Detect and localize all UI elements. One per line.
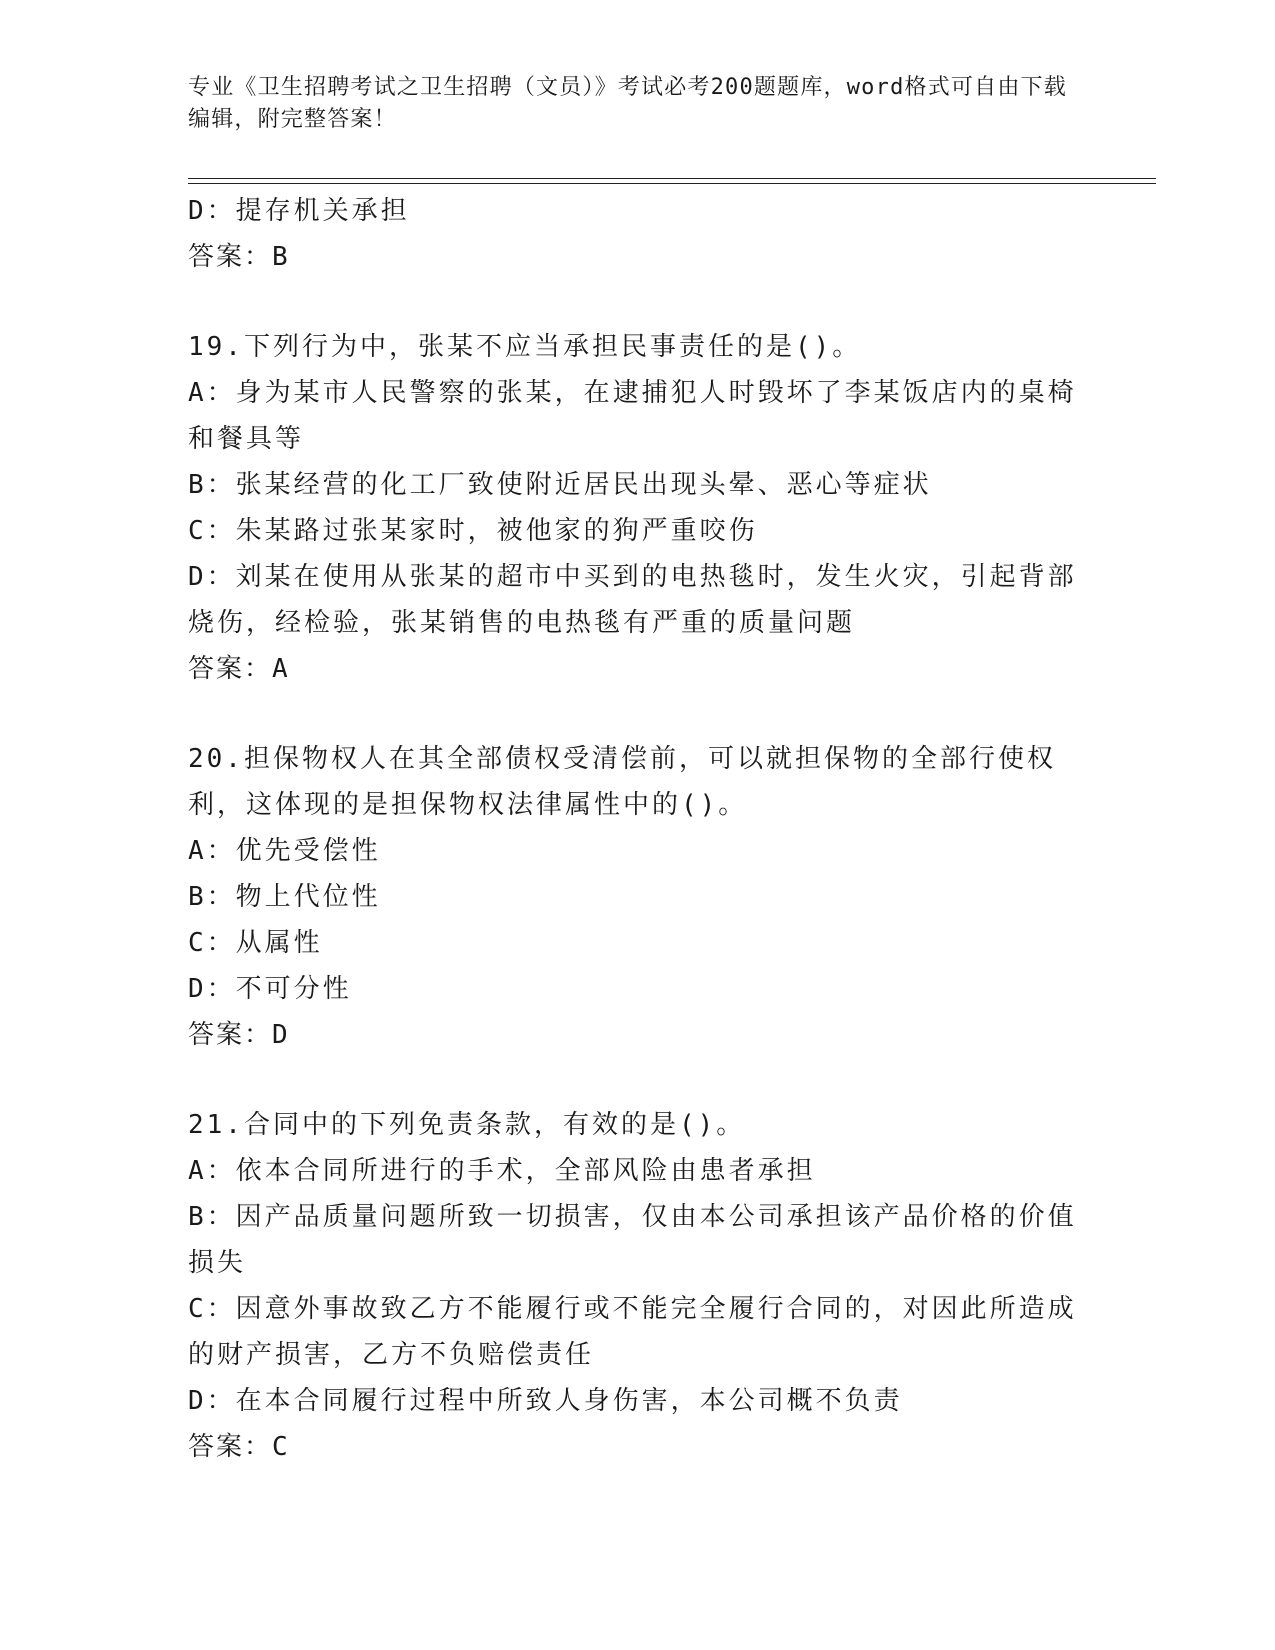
option-c: C：朱某路过张某家时，被他家的狗严重咬伤 <box>188 516 758 546</box>
continuation-block <box>188 188 1088 280</box>
answer-line <box>188 1424 1088 1470</box>
option-d: D：不可分性 <box>188 974 352 1004</box>
option-b: B：张某经营的化工厂致使附近居民出现头晕、恶心等症状 <box>188 470 932 500</box>
answer-label: 答案： <box>188 654 273 684</box>
answer-line <box>188 234 1088 280</box>
document-header: 专业《卫生招聘考试之卫生招聘（文员）》考试必考200题题库，word格式可自由下载编辑，附完整答案！ <box>188 75 1067 132</box>
question-stem: 21.合同中的下列免责条款，有效的是()。 <box>188 1110 746 1140</box>
answer-value: A <box>272 654 290 684</box>
option-b: B：因产品质量问题所致一切损害，仅由本公司承担该产品价格的价值损失 <box>188 1202 1077 1278</box>
question-21 <box>188 1102 1088 1470</box>
answer-line <box>188 1012 1088 1058</box>
question-stem: 20.担保物权人在其全部债权受清偿前，可以就担保物的全部行使权利，这体现的是担保物权法律属性中的()。 <box>188 744 1056 820</box>
question-19 <box>188 324 1088 692</box>
question-20 <box>188 736 1088 1058</box>
option-a: A：优先受偿性 <box>188 836 381 866</box>
question-list <box>188 188 1088 1470</box>
option-d: D：在本合同履行过程中所致人身伤害，本公司概不负责 <box>188 1386 903 1416</box>
answer-label: 答案： <box>188 242 273 272</box>
option-b: B：物上代位性 <box>188 882 381 912</box>
option-c: C：因意外事故致乙方不能履行或不能完全履行合同的，对因此所造成的财产损害，乙方不负赔偿责任 <box>188 1294 1077 1370</box>
answer-line <box>188 646 1088 692</box>
option-a: A：依本合同所进行的手术，全部风险由患者承担 <box>188 1156 816 1186</box>
option-d: D：刘某在使用从张某的超市中买到的电热毯时，发生火灾，引起背部烧伤，经检验，张某销售的电热毯有严重的质量问题 <box>188 562 1077 638</box>
header-divider-bottom <box>188 183 1156 184</box>
answer-value: D <box>272 1020 290 1050</box>
answer-label: 答案： <box>188 1432 273 1462</box>
option-d: D：提存机关承担 <box>188 196 410 226</box>
question-stem: 19.下列行为中，张某不应当承担民事责任的是()。 <box>188 332 862 362</box>
answer-label: 答案： <box>188 1020 273 1050</box>
answer-value: C <box>272 1432 290 1462</box>
option-a: A：身为某市人民警察的张某，在逮捕犯人时毁坏了李某饭店内的桌椅和餐具等 <box>188 378 1077 454</box>
header-divider-top <box>188 178 1156 179</box>
option-c: C：从属性 <box>188 928 323 958</box>
answer-value: B <box>272 242 290 272</box>
